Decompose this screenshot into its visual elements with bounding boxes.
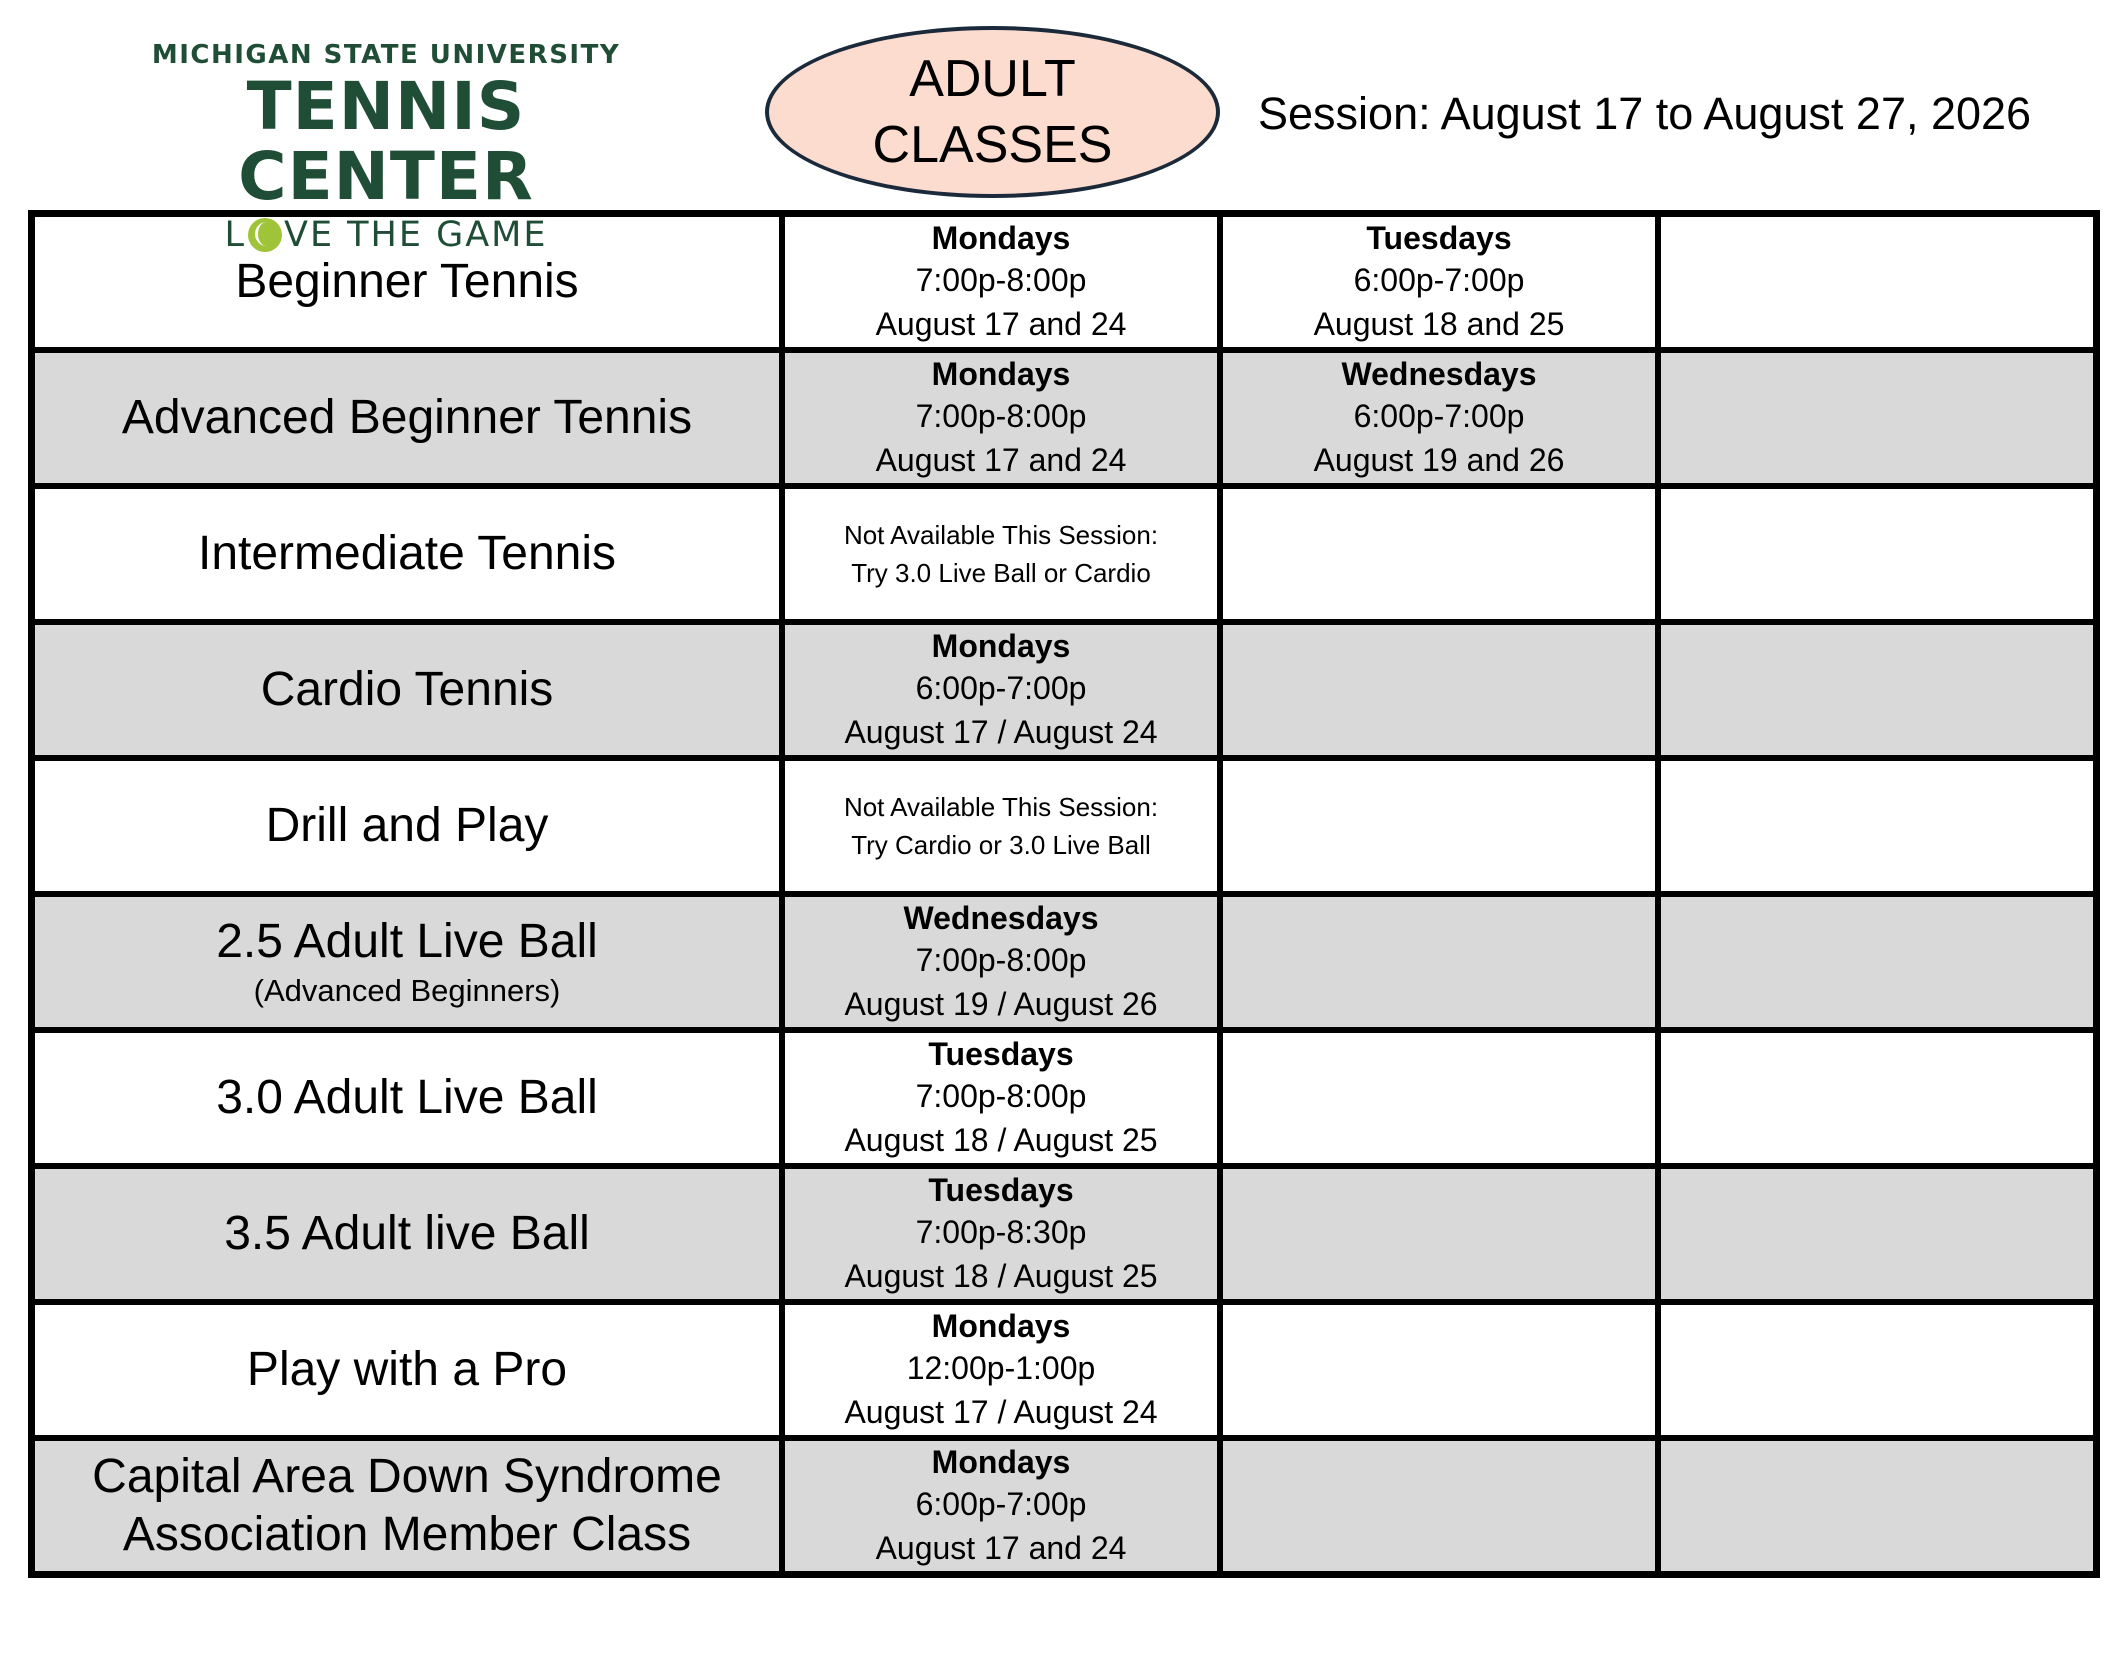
class-name: 3.0 Adult Live Ball bbox=[216, 1071, 598, 1124]
slot-day: Mondays bbox=[931, 1444, 1071, 1480]
slot-time: 7:00p-8:00p bbox=[915, 1078, 1087, 1114]
empty-slot bbox=[1658, 1302, 2097, 1438]
adult-classes-badge bbox=[765, 26, 1220, 198]
class-schedule-table bbox=[28, 210, 2100, 1578]
table-row bbox=[32, 214, 2097, 351]
class-name: 3.5 Adult live Ball bbox=[224, 1207, 590, 1260]
schedule-slot bbox=[1220, 350, 1658, 486]
schedule-slot bbox=[782, 1438, 1220, 1575]
slot-dates: August 17 / August 24 bbox=[844, 714, 1158, 750]
class-name-line-2: Association Member Class bbox=[122, 1508, 692, 1561]
class-name: Drill and Play bbox=[265, 799, 549, 852]
slot-dates: August 18 and 25 bbox=[1313, 306, 1565, 342]
empty-slot bbox=[1220, 1166, 1658, 1302]
availability-note: Not Available This Session: bbox=[843, 520, 1159, 550]
empty-slot bbox=[1220, 1030, 1658, 1166]
schedule-slot bbox=[782, 486, 1220, 622]
availability-note: Not Available This Session: bbox=[843, 792, 1159, 822]
class-name-cell bbox=[32, 1302, 783, 1438]
schedule-slot bbox=[782, 1166, 1220, 1302]
empty-slot bbox=[1658, 350, 2097, 486]
empty-slot bbox=[1658, 486, 2097, 622]
slot-dates: August 19 / August 26 bbox=[844, 986, 1158, 1022]
class-name-cell bbox=[32, 350, 783, 486]
slot-day: Tuesdays bbox=[928, 1036, 1074, 1072]
slot-dates: August 18 / August 25 bbox=[844, 1122, 1158, 1158]
class-name-cell bbox=[32, 1030, 783, 1166]
slot-day: Mondays bbox=[931, 1308, 1071, 1344]
schedule-slot bbox=[782, 622, 1220, 758]
schedule-slot bbox=[782, 350, 1220, 486]
empty-slot bbox=[1658, 1438, 2097, 1575]
logo-tagline-start: L bbox=[224, 215, 246, 255]
schedule-slot bbox=[782, 758, 1220, 894]
schedule-slot bbox=[782, 1302, 1220, 1438]
empty-slot bbox=[1220, 486, 1658, 622]
empty-slot bbox=[1220, 1302, 1658, 1438]
slot-day: Mondays bbox=[931, 356, 1071, 392]
class-name-cell bbox=[32, 1438, 783, 1575]
class-name: Play with a Pro bbox=[246, 1343, 568, 1396]
slot-time: 6:00p-7:00p bbox=[915, 1486, 1087, 1522]
availability-note: Try 3.0 Live Ball or Cardio bbox=[851, 558, 1151, 588]
class-name: Intermediate Tennis bbox=[197, 527, 617, 580]
class-name-cell bbox=[32, 214, 783, 351]
slot-time: 7:00p-8:00p bbox=[915, 262, 1087, 298]
class-name-cell bbox=[32, 758, 783, 894]
class-name-cell bbox=[32, 622, 783, 758]
table-row bbox=[32, 1030, 2097, 1166]
schedule-slot bbox=[782, 894, 1220, 1030]
empty-slot bbox=[1220, 758, 1658, 894]
class-name: 2.5 Adult Live Ball bbox=[216, 915, 598, 968]
slot-time: 6:00p-7:00p bbox=[915, 670, 1087, 706]
schedule-slot bbox=[1220, 214, 1658, 351]
empty-slot bbox=[1658, 1166, 2097, 1302]
slot-time: 6:00p-7:00p bbox=[1353, 262, 1525, 298]
class-name: Advanced Beginner Tennis bbox=[121, 391, 693, 444]
table-row bbox=[32, 1166, 2097, 1302]
empty-slot bbox=[1220, 1438, 1658, 1575]
badge-line-2: CLASSES bbox=[872, 116, 1113, 174]
logo-tagline-end: VE THE GAME bbox=[284, 215, 548, 255]
table-row bbox=[32, 894, 2097, 1030]
slot-dates: August 19 and 26 bbox=[1313, 442, 1565, 478]
schedule-slot bbox=[782, 214, 1220, 351]
schedule-slot bbox=[782, 1030, 1220, 1166]
slot-time: 7:00p-8:30p bbox=[915, 1214, 1087, 1250]
class-name-cell bbox=[32, 894, 783, 1030]
slot-day: Mondays bbox=[931, 220, 1071, 256]
slot-time: 12:00p-1:00p bbox=[906, 1350, 1096, 1386]
class-name-cell bbox=[32, 1166, 783, 1302]
slot-time: 6:00p-7:00p bbox=[1353, 398, 1525, 434]
empty-slot bbox=[1220, 894, 1658, 1030]
empty-slot bbox=[1658, 214, 2097, 351]
session-dates: Session: August 17 to August 27, 2026 bbox=[1258, 88, 2032, 139]
table-row bbox=[32, 1438, 2097, 1575]
slot-day: Mondays bbox=[931, 628, 1071, 664]
slot-dates: August 17 and 24 bbox=[875, 442, 1127, 478]
class-name: Beginner Tennis bbox=[235, 255, 579, 308]
slot-time: 7:00p-8:00p bbox=[915, 398, 1087, 434]
table-row bbox=[32, 486, 2097, 622]
class-subtitle: (Advanced Beginners) bbox=[253, 973, 561, 1008]
logo-tennis-center: TENNIS CENTER bbox=[238, 68, 534, 215]
empty-slot bbox=[1658, 1030, 2097, 1166]
table-row bbox=[32, 1302, 2097, 1438]
slot-day: Tuesdays bbox=[1366, 220, 1512, 256]
slot-day: Tuesdays bbox=[928, 1172, 1074, 1208]
slot-day: Wednesdays bbox=[1341, 356, 1537, 392]
empty-slot bbox=[1220, 622, 1658, 758]
empty-slot bbox=[1658, 622, 2097, 758]
slot-dates: August 17 and 24 bbox=[875, 306, 1127, 342]
class-name: Capital Area Down Syndrome bbox=[92, 1450, 722, 1503]
slot-dates: August 18 / August 25 bbox=[844, 1258, 1158, 1294]
empty-slot bbox=[1658, 894, 2097, 1030]
slot-day: Wednesdays bbox=[903, 900, 1099, 936]
table-row bbox=[32, 350, 2097, 486]
slot-dates: August 17 and 24 bbox=[875, 1530, 1127, 1566]
empty-slot bbox=[1658, 758, 2097, 894]
class-name: Cardio Tennis bbox=[260, 663, 554, 716]
class-name-cell bbox=[32, 486, 783, 622]
table-row bbox=[32, 758, 2097, 894]
availability-note: Try Cardio or 3.0 Live Ball bbox=[851, 830, 1151, 860]
slot-time: 7:00p-8:00p bbox=[915, 942, 1087, 978]
badge-line-1: ADULT bbox=[909, 50, 1076, 108]
table-row bbox=[32, 622, 2097, 758]
slot-dates: August 17 / August 24 bbox=[844, 1394, 1158, 1430]
logo-university: MICHIGAN STATE UNIVERSITY bbox=[151, 40, 621, 70]
